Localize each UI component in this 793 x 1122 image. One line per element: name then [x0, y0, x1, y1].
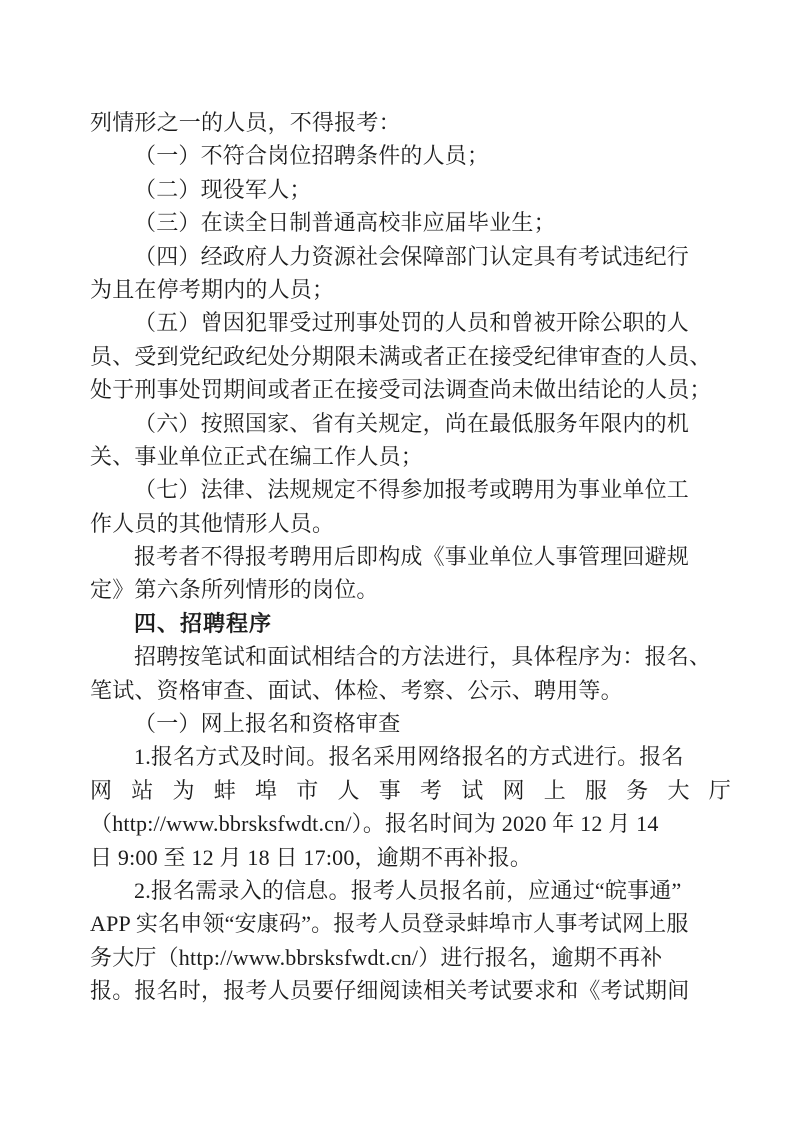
- text-line: （四）经政府人力资源社会保障部门认定具有考试违纪行: [134, 243, 690, 269]
- text-line: APP 实名申领“安康码”。报考人员登录蚌埠市人事考试网上服: [90, 911, 689, 937]
- text-line: 报。报名时，报考人员要仔细阅读相关考试要求和《考试期间: [90, 978, 690, 1004]
- text-line: 员、受到党纪政纪处分期限未满或者正在接受纪律审查的人员、: [90, 343, 712, 369]
- text-line: 务大厅（http://www.bbrsksfwdt.cn/）进行报名，逾期不再补: [90, 944, 663, 970]
- text-line: （七）法律、法规规定不得参加报考或聘用为事业单位工: [134, 477, 690, 503]
- text-line: 定》第六条所列情形的岗位。: [90, 577, 379, 603]
- text-line: （三）在读全日制普通高校非应届毕业生；: [134, 210, 556, 236]
- text-line: 关、事业单位正式在编工作人员；: [90, 443, 424, 469]
- text-line: （六）按照国家、省有关规定，尚在最低服务年限内的机: [134, 410, 690, 436]
- text-line: （五）曾因犯罪受过刑事处罚的人员和曾被开除公职的人: [134, 310, 690, 336]
- text-line: 列情形之一的人员，不得报考：: [90, 110, 401, 135]
- text-line: 为且在停考期内的人员；: [90, 276, 335, 302]
- text-line: （二）现役军人；: [134, 176, 312, 202]
- section-heading: 四、招聘程序: [134, 610, 273, 636]
- text-line: 笔试、资格审查、面试、体检、考察、公示、聘用等。: [90, 677, 623, 703]
- document-lines: [90, 106, 731, 1008]
- text-line: 招聘按笔试和面试相结合的方法进行，具体程序为：报名、: [134, 644, 712, 670]
- text-line: 2.报名需录入的信息。报考人员报名前，应通过“皖事通”: [134, 877, 682, 903]
- text-line: 报考者不得报考聘用后即构成《事业单位人事管理回避规: [134, 544, 690, 570]
- text-line: （一）网上报名和资格审查: [134, 711, 401, 737]
- text-line: （一）不符合岗位招聘条件的人员；: [134, 143, 490, 169]
- text-line: 日 9:00 至 12 月 18 日 17:00，逾期不再补报。: [90, 844, 533, 870]
- text-line: 网 站 为 蚌 埠 市 人 事 考 试 网 上 服 务 大 厅: [90, 777, 731, 803]
- text-line: 1.报名方式及时间。报名采用网络报名的方式进行。报名: [134, 744, 684, 770]
- text-line: 处于刑事处罚期间或者正在接受司法调查尚未做出结论的人员；: [90, 377, 712, 403]
- text-line: （http://www.bbrsksfwdt.cn/）。报名时间为 2020 年 12 月 14: [90, 811, 659, 837]
- text-line: 作人员的其他情形人员。: [90, 510, 335, 536]
